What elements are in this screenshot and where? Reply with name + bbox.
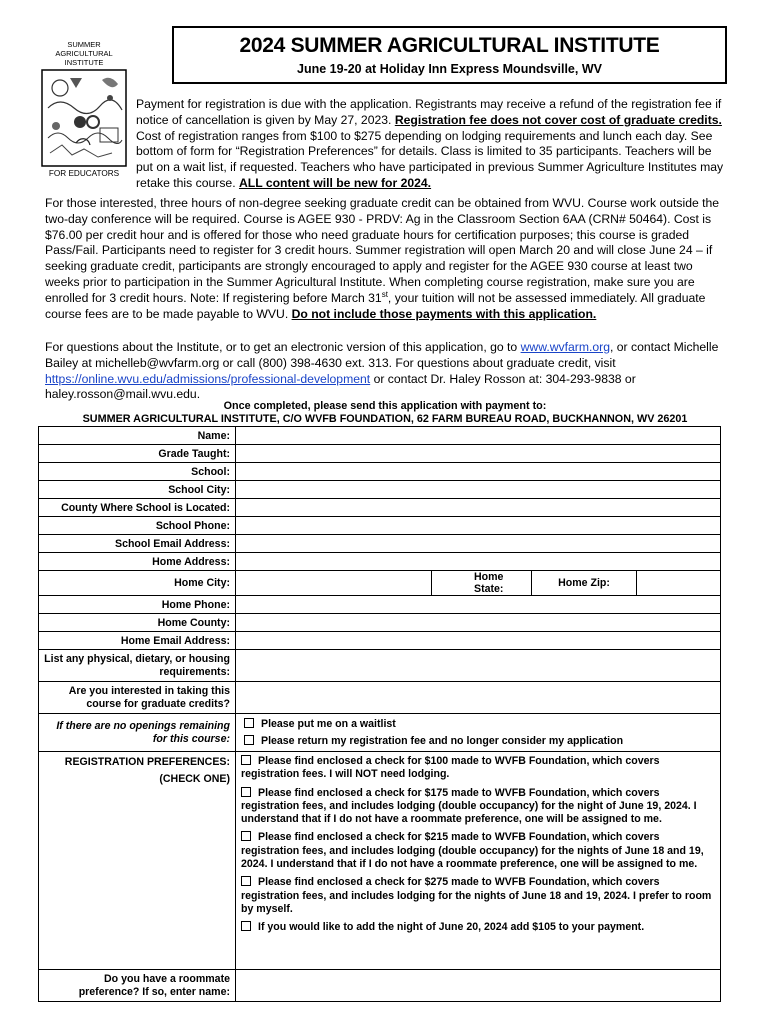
school-county-label: County Where School is Located: xyxy=(39,499,236,517)
requirements-label: List any physical, dietary, or housing requirements: xyxy=(39,650,236,682)
institute-logo xyxy=(40,38,128,181)
intro-text-2: Cost of registration ranges from $100 to $275 depending on lodging requirements and lunch each day. See bottom of form for “Registration Preferences” for details. Class is limited to 35 participants. Teachers will be put on a wait list, if requested. Teachers who have participated in previous Summer Agriculture Institutes may retake this course. xyxy=(136,128,724,190)
preferences-options xyxy=(236,752,721,970)
checkbox-icon[interactable] xyxy=(244,735,254,745)
waitlist-options xyxy=(236,714,721,752)
home-address-label: Home Address: xyxy=(39,553,236,571)
preferences-subheading: (CHECK ONE) xyxy=(159,773,230,785)
intro-emphasis-1: Registration fee does not cover cost of graduate credits. xyxy=(394,112,722,127)
preferences-heading: REGISTRATION PREFERENCES: xyxy=(64,756,230,768)
graduate-text-2: , your tuition will not be assessed immediately. All graduate course fees are to be made payable to WVU. xyxy=(45,290,706,321)
preference-option-5[interactable] xyxy=(241,918,715,936)
grad-credit-label: Are you interested in taking this course for graduate credits? xyxy=(39,682,236,714)
home-county-field[interactable] xyxy=(236,614,721,632)
name-label: Name: xyxy=(39,427,236,445)
checkbox-icon[interactable] xyxy=(241,921,251,931)
school-email-label: School Email Address: xyxy=(39,535,236,553)
requirements-field[interactable] xyxy=(236,650,721,682)
school-phone-label: School Phone: xyxy=(39,517,236,535)
title-box xyxy=(172,26,727,84)
home-city-label: Home City: xyxy=(39,571,236,596)
roommate-label: Do you have a roommate preference? If so, enter name: xyxy=(39,970,236,1002)
preference-option-2-label: Please find enclosed a check for $175 made to WVFB Foundation, which covers registration fees, and includes lodging (double occupancy) for the night of June 19, 2024. I understand that if I do not have a roommate preference, one will be assigned to me. xyxy=(241,786,697,826)
registration-form xyxy=(38,426,721,1002)
checkbox-icon[interactable] xyxy=(241,787,251,797)
questions-text-1: For questions about the Institute, or to get an electronic version of this application, go to xyxy=(45,340,521,354)
preference-option-5-label: If you would like to add the night of June 20, 2024 add $105 to your payment. xyxy=(258,921,645,934)
home-phone-label: Home Phone: xyxy=(39,596,236,614)
grade-field[interactable] xyxy=(236,445,721,463)
home-county-label: Home County: xyxy=(39,614,236,632)
grade-label: Grade Taught: xyxy=(39,445,236,463)
intro-paragraph xyxy=(136,97,726,192)
questions-text-3: or contact Dr. Haley Rosson at: 304-293-9838 or haley.rosson@mail.wvu.edu. xyxy=(45,371,636,402)
graduate-sup: st xyxy=(381,289,388,299)
waitlist-option-1-label: Please put me on a waitlist xyxy=(261,717,396,730)
intro-text-1: Payment for registration is due with the application. Registrants may receive a refund of the registration fee if notice of cancellation is given by May 27, 2023. xyxy=(136,97,722,127)
logo-text-summer: SUMMER xyxy=(67,40,101,49)
questions-paragraph xyxy=(45,340,725,403)
send-instructions: Once completed, please send this application with payment to: xyxy=(223,400,547,412)
waitlist-option-2-label: Please return my registration fee and no longer consider my application xyxy=(261,734,624,747)
home-city-field[interactable] xyxy=(236,571,432,596)
home-state-label: Home State: xyxy=(474,571,504,595)
preference-option-1[interactable] xyxy=(241,752,715,784)
logo-text-agricultural: AGRICULTURAL xyxy=(55,49,113,58)
home-zip-cell[interactable] xyxy=(532,571,637,596)
logo-text-educators: FOR EDUCATORS xyxy=(48,169,120,178)
waitlist-option-2[interactable] xyxy=(244,733,715,750)
waitlist-label: If there are no openings remaining for this course: xyxy=(39,714,236,752)
preference-option-2[interactable] xyxy=(241,784,715,829)
graduate-credit-paragraph xyxy=(45,196,725,322)
checkbox-icon[interactable] xyxy=(241,831,251,841)
school-label: School: xyxy=(39,463,236,481)
checkbox-icon[interactable] xyxy=(241,755,251,765)
page-title: 2024 SUMMER AGRICULTURAL INSTITUTE xyxy=(239,34,660,57)
preference-option-4[interactable] xyxy=(241,873,715,918)
home-zip-field[interactable] xyxy=(637,571,721,596)
questions-text-2: , or contact Michelle Bailey at michelleb@wvfarm.org or call (800) 398-4630 ext. 313. For questions about graduate credit, visit xyxy=(45,340,719,370)
checkbox-icon[interactable] xyxy=(244,718,254,728)
school-phone-field[interactable] xyxy=(236,517,721,535)
page-subtitle: June 19-20 at Holiday Inn Express Moundsville, WV xyxy=(297,62,602,76)
preference-option-4-label: Please find enclosed a check for $275 made to WVFB Foundation, which covers registration fees, and includes lodging for the nights of June 18 and 19, 2024. I prefer to room by myself. xyxy=(241,876,712,915)
wvfarm-link[interactable]: www.wvfarm.org xyxy=(520,340,610,354)
home-email-label: Home Email Address: xyxy=(39,632,236,650)
home-address-field[interactable] xyxy=(236,553,721,571)
preference-option-3-label: Please find enclosed a check for $215 made to WVFB Foundation, which covers registration fees, and includes lodging (double occupancy) for the nights of June 18 and 19, 2024. I understand that if I do not have a roommate preference, one will be assigned to me. xyxy=(241,831,704,871)
preference-option-3[interactable] xyxy=(241,828,715,873)
school-city-label: School City: xyxy=(39,481,236,499)
school-city-field[interactable] xyxy=(236,481,721,499)
ag-collage-icon xyxy=(40,38,128,181)
home-email-field[interactable] xyxy=(236,632,721,650)
home-state-cell[interactable] xyxy=(432,571,532,596)
mailing-address: SUMMER AGRICULTURAL INSTITUTE, C/O WVFB FOUNDATION, 62 FARM BUREAU ROAD, BUCKHANNON, WV 26201 xyxy=(82,413,688,425)
school-county-field[interactable] xyxy=(236,499,721,517)
waitlist-option-1[interactable] xyxy=(244,716,715,733)
logo-text-institute: INSTITUTE xyxy=(64,58,104,67)
graduate-emphasis: Do not include those payments with this application. xyxy=(291,306,597,321)
preferences-label xyxy=(39,752,236,970)
wvu-pd-link[interactable]: https://online.wvu.edu/admissions/professional-development xyxy=(45,371,371,386)
grad-credit-field[interactable] xyxy=(236,682,721,714)
home-zip-label: Home Zip: xyxy=(558,577,610,589)
school-field[interactable] xyxy=(236,463,721,481)
school-email-field[interactable] xyxy=(236,535,721,553)
preference-option-1-label: Please find enclosed a check for $100 made to WVFB Foundation, which covers registration fees. I will NOT need lodging. xyxy=(241,755,660,781)
intro-emphasis-2: ALL content will be new for 2024. xyxy=(238,175,432,190)
roommate-field[interactable] xyxy=(236,970,721,1002)
name-field[interactable] xyxy=(236,427,721,445)
graduate-text-1: For those interested, three hours of non-degree seeking graduate credit can be obtained from WVU. Course work outside the two-day conference will be required. Course is AGEE 930 - PRDV: Ag in the Classroom Section 6AA (CRN# 50464). Cost is $76.00 per credit hour and is offered for those who need graduate hours for certification purposes; this course is graded Pass/Fail. Participants need to register for 3 credit hours. Summer registration will open March 20 and will close June 24 – if seeking graduate credit, participants are strongly encouraged to apply and register for the AGEE 930 course at least two weeks prior to participation in the Summer Agricultural Institute. When completing course registration, make sure you are enrolled for 3 credit hours. Note: If registering before March 31 xyxy=(45,196,720,305)
checkbox-icon[interactable] xyxy=(241,876,251,886)
home-phone-field[interactable] xyxy=(236,596,721,614)
